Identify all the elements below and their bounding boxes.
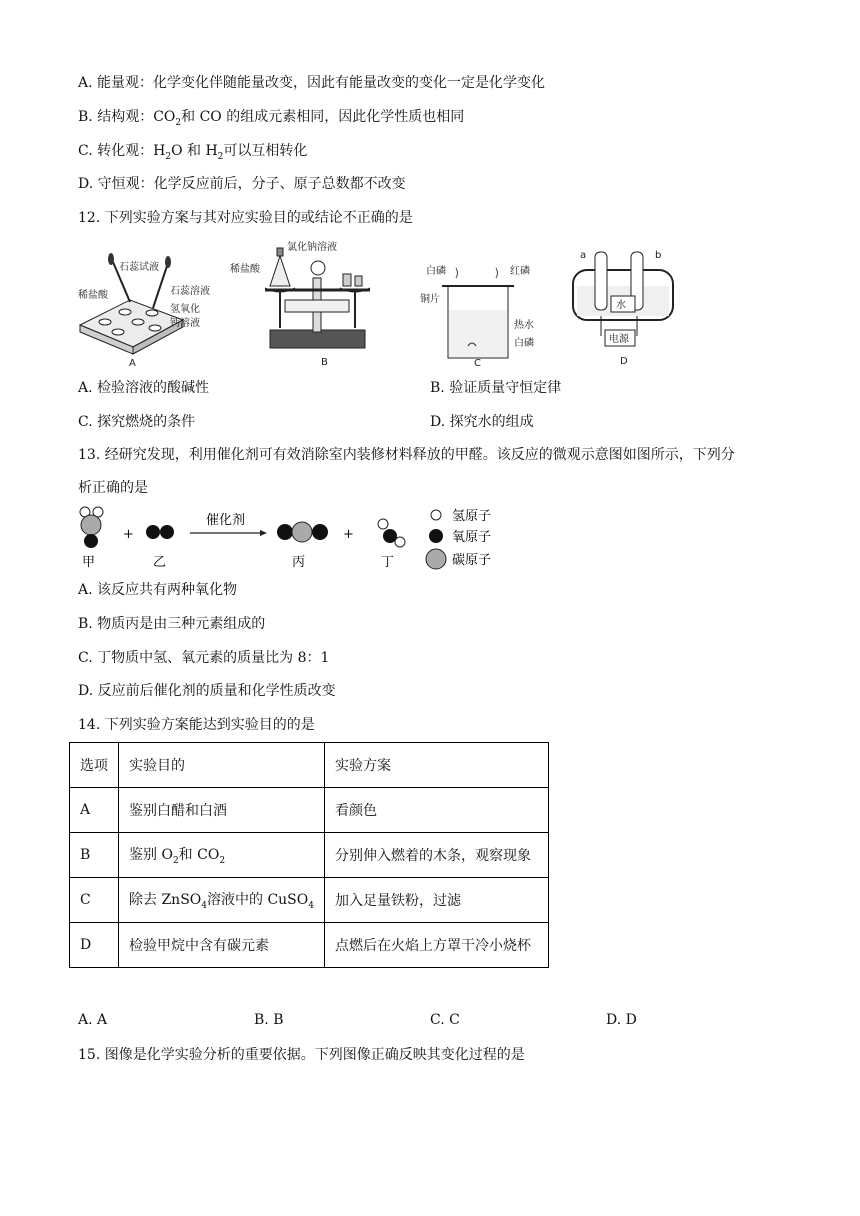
table-header-row [70,743,549,788]
row-plan: 点燃后在火焰上方罩干冷小烧杯 [324,923,548,968]
figure-b-label-nacl: 氯化钠溶液 [287,242,337,253]
row-plan: 加入足量铁粉，过滤 [324,878,548,923]
q13-reaction-diagram [70,500,510,578]
q12-option-a: A. 检验溶液的酸碱性 [78,380,210,396]
plus-sign-1: + [123,527,134,542]
figure-b-caption: B [321,357,328,368]
legend-hydrogen: 氢原子 [452,509,492,524]
row-option: A [70,788,119,833]
row-plan: 看颜色 [324,788,548,833]
row-purpose: 除去 ZnSO$_4$溶液中的 CuSO$_4$ [119,878,325,923]
figure-d-electrolysis [565,246,685,370]
molecule-ding-label: 丁 [381,555,395,570]
figure-b-label-hcl: 稀盐酸 [230,264,260,275]
row-purpose: 鉴别 $O_2$和 $CO_2$ [119,833,325,878]
figure-c-beaker [418,258,558,370]
q12-stem: 12. 下列实验方案与其对应实验目的或结论不正确的是 [78,210,413,226]
figure-a-label-litmus-reagent: 石蕊试液 [119,262,159,273]
q13-stem-line1: 13. 经研究发现，利用催化剂可有效消除室内装修材料释放的甲醛。该反应的微观示意图如图所示，下列分 [78,447,735,463]
plus-sign-2: + [343,527,354,542]
legend-hydrogen-icon [431,510,441,520]
q11-option-d: D. 守恒观：化学反应前后，分子、原子总数都不改变 [78,176,406,192]
figure-a-label-hcl: 稀盐酸 [78,290,108,301]
row-option: B [70,833,119,878]
molecule-yi-label: 乙 [153,555,167,570]
q13-option-c: C. 丁物质中氢、氧元素的质量比为 8：1 [78,650,330,666]
row-option: C [70,878,119,923]
q11-option-c: C. 转化观：$H_2O$ 和 $H_2$可以互相转化 [78,143,308,162]
legend-oxygen-icon [429,529,443,543]
figure-d-label-a: a [580,250,587,261]
figure-a-label-calcium-solution: 钙溶液 [170,318,200,329]
header-plan: 实验方案 [324,743,548,788]
row-option: D [70,923,119,968]
figure-a-label-hydroxide: 氢氧化 [170,304,200,315]
q14-answer-a: A. A [78,1012,108,1028]
q13-stem-line2: 析正确的是 [78,480,148,496]
legend-carbon: 碳原子 [452,553,492,568]
figure-c-label-copper: 铜片 [420,294,440,305]
figure-a-spot-plate [75,250,210,370]
q11-option-a: A. 能量观：化学变化伴随能量改变，因此有能量改变的变化一定是化学变化 [78,75,546,91]
catalyst-label: 催化剂 [206,513,246,528]
q12-option-b: B. 验证质量守恒定律 [430,380,562,396]
figure-c-label-white-p-top: 白磷 [426,266,446,277]
figure-c-label-white-p-bottom: 白磷 [514,338,534,349]
molecule-jia-label: 甲 [82,555,96,570]
legend-oxygen: 氧原子 [452,530,492,545]
table-row [70,923,549,968]
figure-c-caption: C [474,358,481,369]
q13-option-b: B. 物质丙是由三种元素组成的 [78,616,266,632]
figure-b-balance [225,238,395,370]
q13-option-d: D. 反应前后催化剂的质量和化学性质改变 [78,683,336,699]
q14-experiment-table [69,742,549,968]
figure-d-label-water: 水 [616,300,626,311]
q15-stem: 15. 图像是化学实验分析的重要依据。下列图像正确反映其变化过程的是 [78,1047,525,1063]
q11-option-b: B. 结构观：$CO_2$和 CO 的组成元素相同，因此化学性质也相同 [78,109,465,128]
legend-carbon-icon [426,549,446,569]
q14-stem: 14. 下列实验方案能达到实验目的的是 [78,717,315,733]
row-purpose: 检验甲烷中含有碳元素 [119,923,325,968]
figure-c-label-red-p: 红磷 [510,266,530,277]
table-row [70,788,549,833]
q14-answer-b: B. B [254,1012,284,1028]
row-purpose: 鉴别白醋和白酒 [119,788,325,833]
molecule-bing-label: 丙 [292,555,306,570]
q12-option-d: D. 探究水的组成 [430,414,534,430]
figure-d-label-power: 电源 [609,334,629,345]
row-plan: 分别伸入燃着的木条，观察现象 [324,833,548,878]
q14-answer-d: D. D [606,1012,637,1028]
q14-answer-c: C. C [430,1012,460,1028]
q13-option-a: A. 该反应共有两种氧化物 [78,582,238,598]
figure-a-label-litmus-solution: 石蕊溶液 [170,286,210,297]
table-row [70,833,549,878]
q12-option-c: C. 探究燃烧的条件 [78,414,196,430]
table-row [70,878,549,923]
header-option: 选项 [70,743,119,788]
figure-d-caption: D [620,356,628,367]
figure-c-label-hot-water: 热水 [514,320,534,331]
figure-d-label-b: b [655,250,662,261]
header-purpose: 实验目的 [119,743,325,788]
figure-a-caption: A [129,358,136,369]
